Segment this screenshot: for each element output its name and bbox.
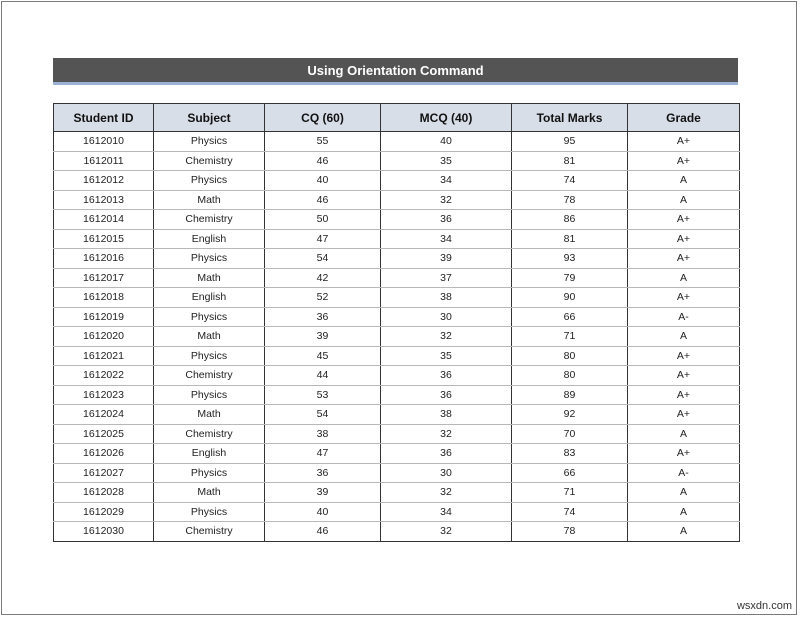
total-marks-cell[interactable]: 95 (512, 132, 628, 152)
student-id-cell[interactable]: 1612018 (54, 288, 154, 308)
cq-cell[interactable]: 46 (265, 522, 381, 542)
mcq-cell[interactable]: 39 (381, 249, 512, 269)
cq-cell[interactable]: 38 (265, 424, 381, 444)
header-row (54, 104, 740, 132)
student-id-cell[interactable]: 1612010 (54, 132, 154, 152)
mcq-cell[interactable]: 32 (381, 327, 512, 347)
grade-cell[interactable]: A+ (628, 249, 740, 269)
total-marks-cell[interactable]: 71 (512, 327, 628, 347)
table-row (54, 463, 740, 483)
mcq-cell[interactable]: 35 (381, 151, 512, 171)
table-row (54, 288, 740, 308)
grade-cell[interactable]: A+ (628, 151, 740, 171)
table-row (54, 385, 740, 405)
header-subject[interactable]: Subject (154, 104, 265, 132)
table-row (54, 483, 740, 503)
grade-cell[interactable]: A (628, 171, 740, 191)
student-id-cell[interactable]: 1612030 (54, 522, 154, 542)
cq-cell[interactable]: 55 (265, 132, 381, 152)
subject-cell[interactable]: English (154, 444, 265, 464)
grade-cell[interactable]: A+ (628, 405, 740, 425)
subject-cell[interactable]: English (154, 288, 265, 308)
grade-cell[interactable]: A+ (628, 132, 740, 152)
mcq-cell[interactable]: 32 (381, 424, 512, 444)
total-marks-cell[interactable]: 81 (512, 151, 628, 171)
watermark: wsxdn.com (736, 600, 792, 612)
grade-cell[interactable]: A+ (628, 346, 740, 366)
grade-cell[interactable]: A (628, 327, 740, 347)
mcq-cell[interactable]: 38 (381, 405, 512, 425)
subject-cell[interactable]: Physics (154, 463, 265, 483)
table-row (54, 444, 740, 464)
cq-cell[interactable]: 45 (265, 346, 381, 366)
subject-cell[interactable]: Math (154, 327, 265, 347)
grade-cell[interactable]: A- (628, 307, 740, 327)
cq-cell[interactable]: 39 (265, 327, 381, 347)
subject-cell[interactable]: Physics (154, 502, 265, 522)
cq-cell[interactable]: 46 (265, 151, 381, 171)
subject-cell[interactable]: Chemistry (154, 151, 265, 171)
total-marks-cell[interactable]: 79 (512, 268, 628, 288)
cq-cell[interactable]: 44 (265, 366, 381, 386)
student-id-cell[interactable]: 1612028 (54, 483, 154, 503)
cq-cell[interactable]: 50 (265, 210, 381, 230)
student-id-cell[interactable]: 1612012 (54, 171, 154, 191)
student-id-cell[interactable]: 1612023 (54, 385, 154, 405)
total-marks-cell[interactable]: 89 (512, 385, 628, 405)
cq-cell[interactable]: 42 (265, 268, 381, 288)
total-marks-cell[interactable]: 78 (512, 522, 628, 542)
student-id-cell[interactable]: 1612011 (54, 151, 154, 171)
subject-cell[interactable]: Math (154, 190, 265, 210)
grade-cell[interactable]: A+ (628, 229, 740, 249)
mcq-cell[interactable]: 36 (381, 210, 512, 230)
header-grade[interactable]: Grade (628, 104, 740, 132)
table-row (54, 210, 740, 230)
subject-cell[interactable]: Physics (154, 171, 265, 191)
student-id-cell[interactable]: 1612020 (54, 327, 154, 347)
cq-cell[interactable]: 40 (265, 502, 381, 522)
mcq-cell[interactable]: 32 (381, 190, 512, 210)
sheet-title: Using Orientation Command (53, 58, 738, 85)
mcq-cell[interactable]: 38 (381, 288, 512, 308)
student-id-cell[interactable]: 1612015 (54, 229, 154, 249)
header-mcq[interactable]: MCQ (40) (381, 104, 512, 132)
subject-cell[interactable]: Physics (154, 132, 265, 152)
total-marks-cell[interactable]: 81 (512, 229, 628, 249)
total-marks-cell[interactable]: 71 (512, 483, 628, 503)
table-row (54, 366, 740, 386)
total-marks-cell[interactable]: 80 (512, 346, 628, 366)
grade-cell[interactable]: A (628, 502, 740, 522)
table-row (54, 268, 740, 288)
grade-cell[interactable]: A+ (628, 366, 740, 386)
student-id-cell[interactable]: 1612019 (54, 307, 154, 327)
cq-cell[interactable]: 54 (265, 405, 381, 425)
student-id-cell[interactable]: 1612029 (54, 502, 154, 522)
grade-cell[interactable]: A (628, 190, 740, 210)
subject-cell[interactable]: Math (154, 483, 265, 503)
table-row (54, 151, 740, 171)
subject-cell[interactable]: Chemistry (154, 522, 265, 542)
mcq-cell[interactable]: 30 (381, 463, 512, 483)
grades-table (53, 103, 740, 542)
mcq-cell[interactable]: 36 (381, 444, 512, 464)
total-marks-cell[interactable]: 74 (512, 171, 628, 191)
table-row (54, 424, 740, 444)
grade-cell[interactable]: A (628, 522, 740, 542)
subject-cell[interactable]: Physics (154, 346, 265, 366)
student-id-cell[interactable]: 1612026 (54, 444, 154, 464)
cq-cell[interactable]: 46 (265, 190, 381, 210)
student-id-cell[interactable]: 1612017 (54, 268, 154, 288)
student-id-cell[interactable]: 1612021 (54, 346, 154, 366)
mcq-cell[interactable]: 34 (381, 171, 512, 191)
mcq-cell[interactable]: 32 (381, 522, 512, 542)
total-marks-cell[interactable]: 70 (512, 424, 628, 444)
student-id-cell[interactable]: 1612025 (54, 424, 154, 444)
cq-cell[interactable]: 36 (265, 463, 381, 483)
table-row (54, 327, 740, 347)
student-id-cell[interactable]: 1612016 (54, 249, 154, 269)
total-marks-cell[interactable]: 90 (512, 288, 628, 308)
table-row (54, 502, 740, 522)
table-row (54, 171, 740, 191)
table-row (54, 249, 740, 269)
cq-cell[interactable]: 54 (265, 249, 381, 269)
grade-cell[interactable]: A+ (628, 210, 740, 230)
subject-cell[interactable]: Physics (154, 307, 265, 327)
mcq-cell[interactable]: 36 (381, 385, 512, 405)
grade-cell[interactable]: A+ (628, 385, 740, 405)
student-id-cell[interactable]: 1612027 (54, 463, 154, 483)
mcq-cell[interactable]: 30 (381, 307, 512, 327)
mcq-cell[interactable]: 40 (381, 132, 512, 152)
subject-cell[interactable]: Chemistry (154, 366, 265, 386)
grade-cell[interactable]: A (628, 424, 740, 444)
table-row (54, 405, 740, 425)
grade-cell[interactable]: A+ (628, 288, 740, 308)
subject-cell[interactable]: Chemistry (154, 210, 265, 230)
table-row (54, 229, 740, 249)
total-marks-cell[interactable]: 92 (512, 405, 628, 425)
header-total-marks[interactable]: Total Marks (512, 104, 628, 132)
cq-cell[interactable]: 39 (265, 483, 381, 503)
cq-cell[interactable]: 47 (265, 444, 381, 464)
total-marks-cell[interactable]: 80 (512, 366, 628, 386)
subject-cell[interactable]: Chemistry (154, 424, 265, 444)
table-row (54, 132, 740, 152)
header-student-id[interactable]: Student ID (54, 104, 154, 132)
table-row (54, 522, 740, 542)
mcq-cell[interactable]: 34 (381, 229, 512, 249)
cq-cell[interactable]: 47 (265, 229, 381, 249)
mcq-cell[interactable]: 34 (381, 502, 512, 522)
student-id-cell[interactable]: 1612022 (54, 366, 154, 386)
total-marks-cell[interactable]: 93 (512, 249, 628, 269)
total-marks-cell[interactable]: 66 (512, 307, 628, 327)
grade-cell[interactable]: A+ (628, 444, 740, 464)
table-row (54, 346, 740, 366)
cq-cell[interactable]: 36 (265, 307, 381, 327)
student-id-cell[interactable]: 1612014 (54, 210, 154, 230)
total-marks-cell[interactable]: 78 (512, 190, 628, 210)
student-id-cell[interactable]: 1612024 (54, 405, 154, 425)
cq-cell[interactable]: 52 (265, 288, 381, 308)
header-cq[interactable]: CQ (60) (265, 104, 381, 132)
mcq-cell[interactable]: 37 (381, 268, 512, 288)
subject-cell[interactable]: Math (154, 405, 265, 425)
student-id-cell[interactable]: 1612013 (54, 190, 154, 210)
table-row (54, 307, 740, 327)
table-row (54, 190, 740, 210)
mcq-cell[interactable]: 35 (381, 346, 512, 366)
subject-cell[interactable]: Physics (154, 385, 265, 405)
mcq-cell[interactable]: 36 (381, 366, 512, 386)
subject-cell[interactable]: Physics (154, 249, 265, 269)
grade-cell[interactable]: A (628, 268, 740, 288)
total-marks-cell[interactable]: 74 (512, 502, 628, 522)
grade-cell[interactable]: A- (628, 463, 740, 483)
cq-cell[interactable]: 40 (265, 171, 381, 191)
total-marks-cell[interactable]: 83 (512, 444, 628, 464)
subject-cell[interactable]: Math (154, 268, 265, 288)
cq-cell[interactable]: 53 (265, 385, 381, 405)
subject-cell[interactable]: English (154, 229, 265, 249)
table-body (54, 132, 740, 542)
total-marks-cell[interactable]: 66 (512, 463, 628, 483)
total-marks-cell[interactable]: 86 (512, 210, 628, 230)
grade-cell[interactable]: A (628, 483, 740, 503)
mcq-cell[interactable]: 32 (381, 483, 512, 503)
